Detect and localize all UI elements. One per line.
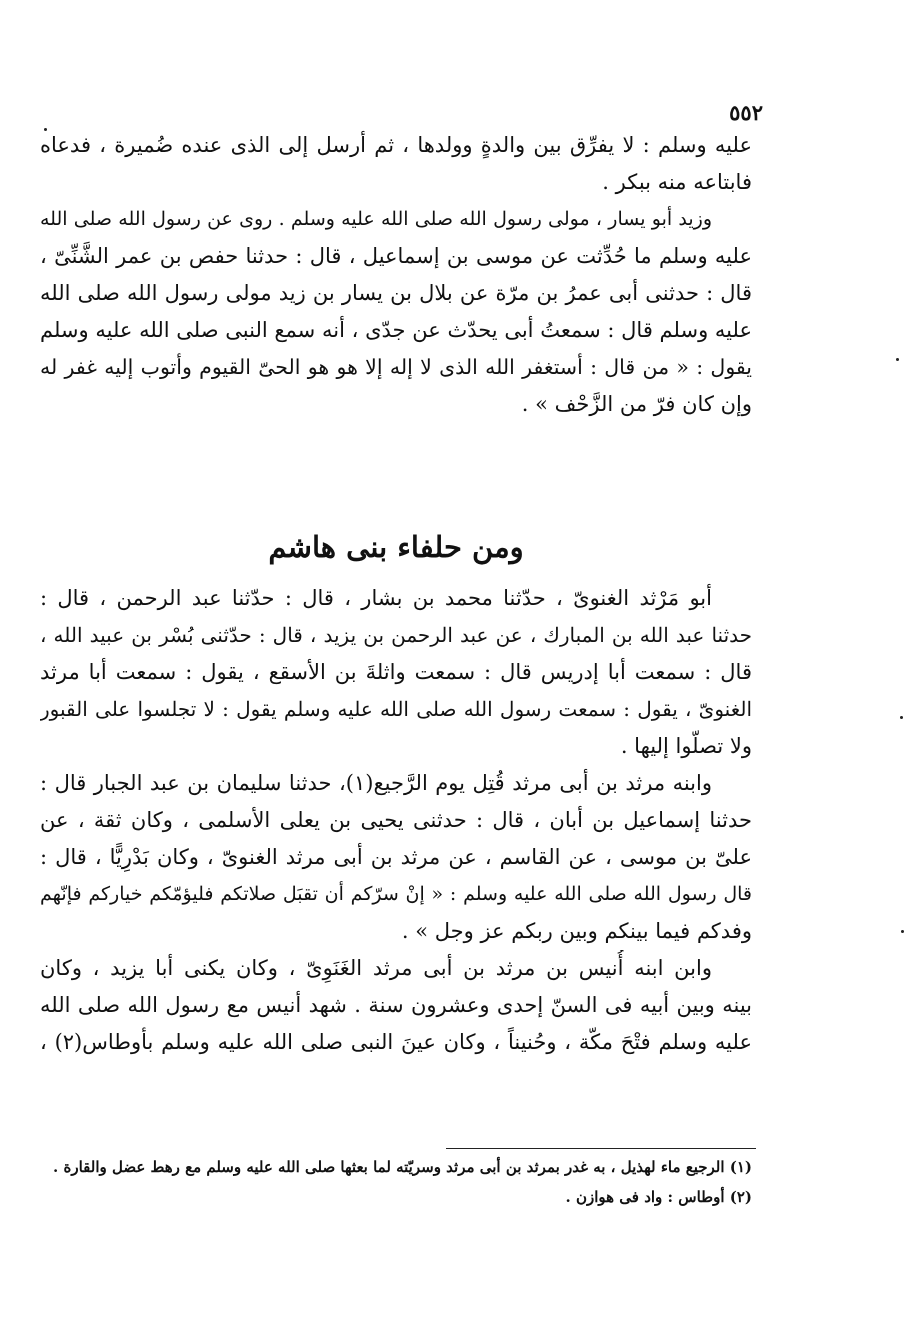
text-line: ولا تصلّوا إليها . <box>620 734 752 758</box>
text-line: وفدكم فيما بينكم وبين ربكم عز وجل » . <box>401 919 752 943</box>
text-line: يقول : « من قال : أستغفر الله الذى لا إله إلا هو هو الحىّ القيوم وأتوب إليه غفر له <box>40 355 752 379</box>
margin-speck <box>900 716 903 719</box>
text-line: بينه وبين أبيه فى السنّ إحدى وعشرون سنة . شهد أنيس مع رسول الله صلى الله <box>40 993 752 1017</box>
text-line: حدثنا عبد الله بن المبارك ، عن عبد الرحمن بن يزيد ، قال : حدّثنى بُسْر بن عبيد الله ، <box>40 623 752 647</box>
text-line: قال : حدثنى أبى عمرُ بن مرّة عن بلال بن يسار بن زيد مولى رسول الله صلى الله <box>40 281 752 305</box>
text-line: وابن ابنه أُنيس بن مرثد بن أبى مرثد الغَنَوِىّ ، وكان يكنى أبا يزيد ، وكان <box>40 956 712 980</box>
text-line: الغنوىّ ، يقول : سمعت رسول الله صلى الله عليه وسلم يقول : لا تجلسوا على القبور <box>40 697 752 721</box>
text-line: فابتاعه منه ببكر . <box>602 170 752 194</box>
footnotes <box>40 1152 752 1212</box>
text-block-main <box>40 580 752 1061</box>
footnote: (٢) أوطاس : واد فى هوازن . <box>565 1188 752 1206</box>
text-line: وزيد أبو يسار ، مولى رسول الله صلى الله عليه وسلم . روى عن رسول الله صلى الله <box>40 208 712 230</box>
text-line: أبو مَرْثد الغنوىّ ، حدّثنا محمد بن بشار ، قال : حدّثنا عبد الرحمن ، قال : <box>40 586 712 610</box>
text-line: عليه وسلم ما حُدِّثت عن موسى بن إسماعيل ، قال : حدثنا حفص بن عمر الشَّنِّىّ ، <box>40 244 752 268</box>
page-number: ٥٥٢ <box>729 100 763 125</box>
text-line: عليه وسلم قال : سمعتُ أبى يحدّث عن جدّى ، أنه سمع النبى صلى الله عليه وسلم <box>40 318 752 342</box>
text-line: قال رسول الله صلى الله عليه وسلم : « إنْ سرّكم أن تقبَل صلاتكم فليؤمّكم خياركم فإنّهم <box>40 883 752 905</box>
margin-speck <box>901 930 904 933</box>
text-line: وابنه مرثد بن أبى مرثد قُتِل يوم الرَّجيع(١)، حدثنا سليمان بن عبد الجبار قال : <box>40 771 712 795</box>
section-heading: ومن حلفاء بنى هاشم <box>268 530 524 564</box>
text-line: حدثنا إسماعيل بن أبان ، قال : حدثنى يحيى بن يعلى الأسلمى ، وكان ثقة ، عن <box>40 808 752 832</box>
text-block-top <box>40 127 752 423</box>
margin-speck <box>44 128 47 131</box>
text-line: وإن كان فرّ من الزَّحْف » . <box>521 392 752 416</box>
margin-speck <box>896 358 899 361</box>
text-line: عليه وسلم فتْحَ مكّة ، وحُنيناً ، وكان عينَ النبى صلى الله عليه وسلم بأوطاس(٢) ، <box>40 1030 752 1054</box>
footnote-divider <box>446 1148 756 1149</box>
text-line: قال : سمعت أبا إدريس قال : سمعت واثلةَ بن الأسقع ، يقول : سمعت أبا مرثد <box>40 660 752 684</box>
text-line: عليه وسلم : لا يفرِّق بين والدةٍ وولدها ، ثم أرسل إلى الذى عنده ضُميرة ، فدعاه <box>40 133 752 157</box>
text-line: علىّ بن موسى ، عن القاسم ، عن مرثد بن أبى مرثد الغنوىّ ، وكان بَدْرِيًّا ، قال : <box>40 845 752 869</box>
footnote: (١) الرجيع ماء لهذيل ، به غدر بمرثد بن أبى مرثد وسريّته لما بعثها صلى الله عليه وسلم مع رهط عضل والقارة . <box>53 1158 752 1176</box>
